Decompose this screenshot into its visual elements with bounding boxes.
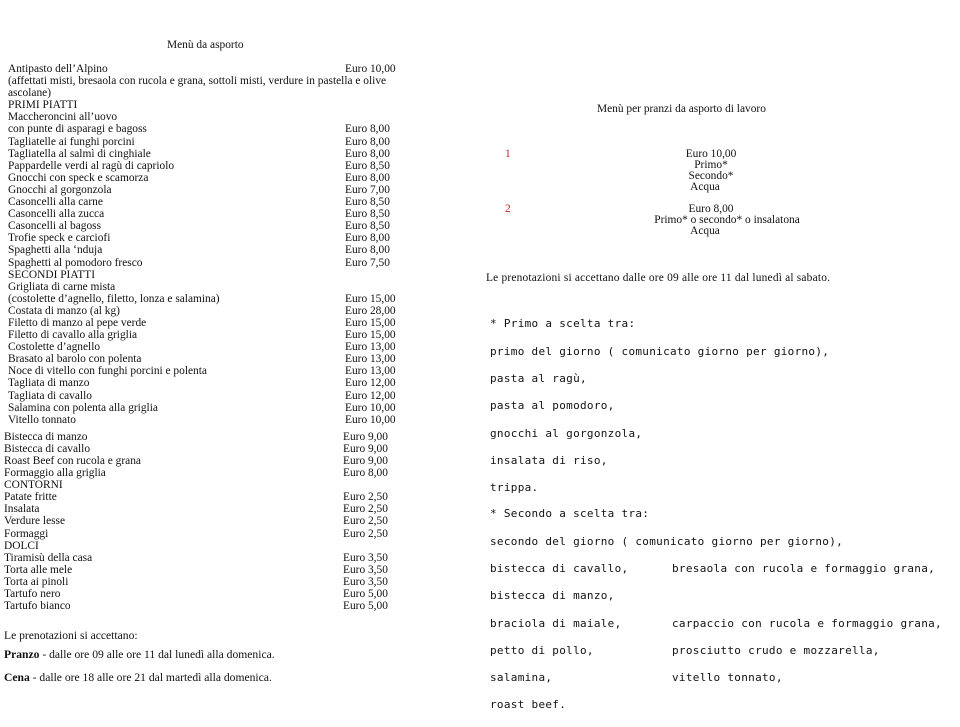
menu-row [4,588,428,600]
menu-row [4,503,428,515]
dish-name: Pappardelle verdi al ragù di capriolo [8,159,175,172]
option-line: Primo* [694,159,728,171]
primo-heading: * Primo a scelta tra: [490,317,636,330]
primo-option: pasta al ragù, [490,372,587,385]
menu-row [8,414,428,426]
menu-row [4,552,428,564]
menu-row [8,184,428,196]
dish-name: Filetto di manzo al pepe verde [8,316,147,329]
menu-row [8,365,428,377]
dish-price: Euro 8,00 [345,244,390,257]
menu-row [8,377,428,389]
dish-name: (costolette d’agnello, filetto, lonza e salamina) [8,292,220,305]
dish-price: Euro 8,00 [343,467,388,480]
booking-intro: Le prenotazioni si accettano: [4,629,138,642]
dish-name: Vitello tonnato [8,413,76,426]
dish-price: Euro 8,00 [345,135,390,148]
cena-text: - dalle ore 18 alle ore 21 dal martedì alla domenica. [29,671,272,684]
dish-name: Casoncelli alla carne [8,196,103,209]
dish-name: Filetto di cavallo alla griglia [8,329,138,342]
dish-price: Euro 2,50 [343,527,388,540]
dish-price: Euro 10,00 [345,413,396,426]
menu-row [8,123,428,135]
option-line: Secondo* [688,170,734,182]
menu-row [8,63,428,75]
dish-price: Euro 9,00 [343,442,388,455]
menu-row [8,390,428,402]
dish-name: Torta ai pinoli [4,575,69,588]
menu-row [8,353,428,365]
dish-price: Euro 9,00 [343,430,388,443]
menu-row [4,431,428,443]
dish-name: Noce di vitello con funghi porcini e polenta [8,365,207,378]
secondo-option: roast beef. [490,698,567,711]
primi-list [8,123,428,268]
menu-row [8,293,428,305]
dish-name: Salamina con polenta alla griglia [8,401,158,414]
option-line: Euro 10,00 [685,148,737,160]
option-line: Primo* o secondo* o insalatona [654,214,800,226]
right-booking-notice: Le prenotazioni si accettano dalle ore 09 alle ore 11 dal lunedì al sabato. [486,272,831,284]
menu-row [4,443,428,455]
secondo-heading: * Secondo a scelta tra: [490,507,650,520]
dish-price: Euro 8,00 [345,147,390,160]
dish-price: Euro 13,00 [345,341,396,354]
dish-name: Spaghetti alla ‘nduja [8,244,103,257]
secondi-heading: SECONDI PIATTI [8,268,96,281]
menu-row [8,148,428,160]
dish-name: Tartufo nero [4,588,61,601]
secondo-option: petto di pollo, [490,644,594,657]
dish-name: Verdure lesse [4,515,66,528]
left-menu-list [4,63,428,613]
dish-price: Euro 28,00 [345,304,396,317]
dish-price: Euro 12,00 [345,377,396,390]
dish-name: Tiramisù della casa [4,551,93,564]
dish-price: Euro 3,50 [343,563,388,576]
menu-row [4,576,428,588]
option-number: 1 [505,148,511,160]
secondo-option: bresaola con rucola e formaggio grana, [672,562,936,575]
dish-price: Euro 13,00 [345,365,396,378]
dish-price: Euro 8,50 [345,159,390,172]
menu-row [8,402,428,414]
dish-name: Tagliatelle ai funghi porcini [8,135,135,148]
dish-name: Tagliata di manzo [8,377,90,390]
menu-row [8,257,428,269]
menu-row [4,455,428,467]
secondo-first-option: secondo del giorno ( comunicato giorno per giorno), [490,535,844,548]
secondi-first-line: Grigliata di carne mista [8,280,116,293]
cena-label: Cena [4,671,30,684]
dish-name: Gnocchi con speck e scamorza [8,171,149,184]
pranzo-text: - dalle ore 09 alle ore 11 dal lunedì alla domenica. [39,648,275,661]
dish-price: Euro 5,00 [343,588,388,601]
antipasto-description: (affettati misti, bresaola con rucola e grana, sottoli misti, verdure in pastella e olive ascolane) [8,75,387,100]
booking-cena [4,672,272,684]
dish-name: Spaghetti al pomodoro fresco [8,256,143,269]
menu-row [8,208,428,220]
dish-name: Tagliatella al salmì di cinghiale [8,147,151,160]
menu-row [8,305,428,317]
dish-name: Casoncelli alla zucca [8,208,105,221]
dish-price: Euro 3,50 [343,551,388,564]
primi-first-line: Maccheroncini all’uovo [8,111,118,124]
menu-row [8,317,428,329]
dish-price: Euro 8,00 [345,123,390,136]
primi-heading: PRIMI PIATTI [8,99,78,112]
left-menu-title: Menù da asporto [167,39,244,51]
dolci-heading: DOLCI [4,539,39,552]
option-number: 2 [505,203,511,215]
dish-price: Euro 5,00 [343,600,388,613]
dish-price: Euro 8,50 [345,196,390,209]
contorni-heading: CONTORNI [4,479,63,492]
dish-price: Euro 2,50 [343,515,388,528]
dish-name: con punte di asparagi e bagoss [8,123,147,136]
dish-price: Euro 2,50 [343,491,388,504]
dish-name: Casoncelli al bagoss [8,220,102,233]
pranzo-label: Pranzo [4,648,40,661]
dish-name: Bistecca di cavallo [4,442,91,455]
dish-name: Costata di manzo (al kg) [8,304,120,317]
dish-name: Antipasto dell’Alpino [8,63,108,75]
secondi-list [8,293,428,426]
dish-name: Bistecca di manzo [4,430,88,443]
dish-name: Formaggio alla griglia [4,467,106,480]
dolci-list [4,551,428,613]
dish-name: Roast Beef con rucola e grana [4,455,141,467]
menu-row [8,244,428,256]
menu-row [4,515,428,527]
secondo-option: vitello tonnato, [672,671,783,684]
extra-list [4,430,428,480]
booking-pranzo [4,649,275,661]
menu-row [4,467,428,479]
secondo-option: bistecca di manzo, [490,589,615,602]
dish-price: Euro 8,00 [345,232,390,245]
secondo-option: braciola di maiale, [490,617,622,630]
menu-row [4,564,428,576]
primo-option: primo del giorno ( comunicato giorno per giorno), [490,345,830,358]
dish-name: Tagliata di cavallo [8,389,92,402]
dish-name: Tartufo bianco [4,600,71,613]
primo-option: gnocchi al gorgonzola, [490,427,643,440]
primo-option: pasta al pomodoro, [490,399,615,412]
dish-price: Euro 2,50 [343,503,388,516]
menu-row [4,528,428,540]
dish-name: Costolette d’agnello [8,341,101,354]
menu-row [4,491,428,503]
dish-price: Euro 15,00 [345,329,396,342]
option-line: Acqua [690,225,720,237]
dish-price: Euro 12,00 [345,389,396,402]
dish-price: Euro 7,50 [345,256,390,269]
dish-price: Euro 10,00 [345,63,396,75]
dish-name: Gnocchi al gorgonzola [8,183,112,196]
dish-price: Euro 15,00 [345,292,396,305]
primo-option: trippa. [490,481,539,494]
menu-row [8,341,428,353]
secondo-option: carpaccio con rucola e formaggio grana, [672,617,942,630]
contorni-list [4,491,428,540]
dish-price: Euro 3,50 [343,575,388,588]
right-menu-title: Menù per pranzi da asporto di lavoro [597,103,766,115]
dish-name: Patate fritte [4,491,57,504]
menu-row [4,600,428,612]
dish-name: Torta alle mele [4,563,73,576]
dish-price: Euro 13,00 [345,353,396,366]
dish-price: Euro 8,00 [345,171,390,184]
menu-row [8,220,428,232]
dish-price: Euro 7,00 [345,183,390,196]
dish-name: Trofie speck e carciofi [8,232,111,245]
primo-option: insalata di riso, [490,454,608,467]
option-line: Euro 8,00 [688,203,734,215]
dish-name: Brasato al barolo con polenta [8,353,142,366]
dish-name: Formaggi [4,527,49,540]
secondo-option: bistecca di cavallo, [490,562,629,575]
menu-row [8,329,428,341]
dish-price: Euro 10,00 [345,401,396,414]
menu-row [8,232,428,244]
menu-row [8,196,428,208]
option-line: Acqua [690,181,720,193]
secondo-option: salamina, [490,671,553,684]
dish-name: Insalata [4,503,40,516]
secondo-option: prosciutto crudo e mozzarella, [672,644,880,657]
dish-price: Euro 15,00 [345,316,396,329]
dish-price: Euro 8,50 [345,220,390,233]
menu-row [8,172,428,184]
dish-price: Euro 8,50 [345,208,390,221]
menu-row [8,136,428,148]
menu-row [8,160,428,172]
dish-price: Euro 9,00 [343,455,388,467]
